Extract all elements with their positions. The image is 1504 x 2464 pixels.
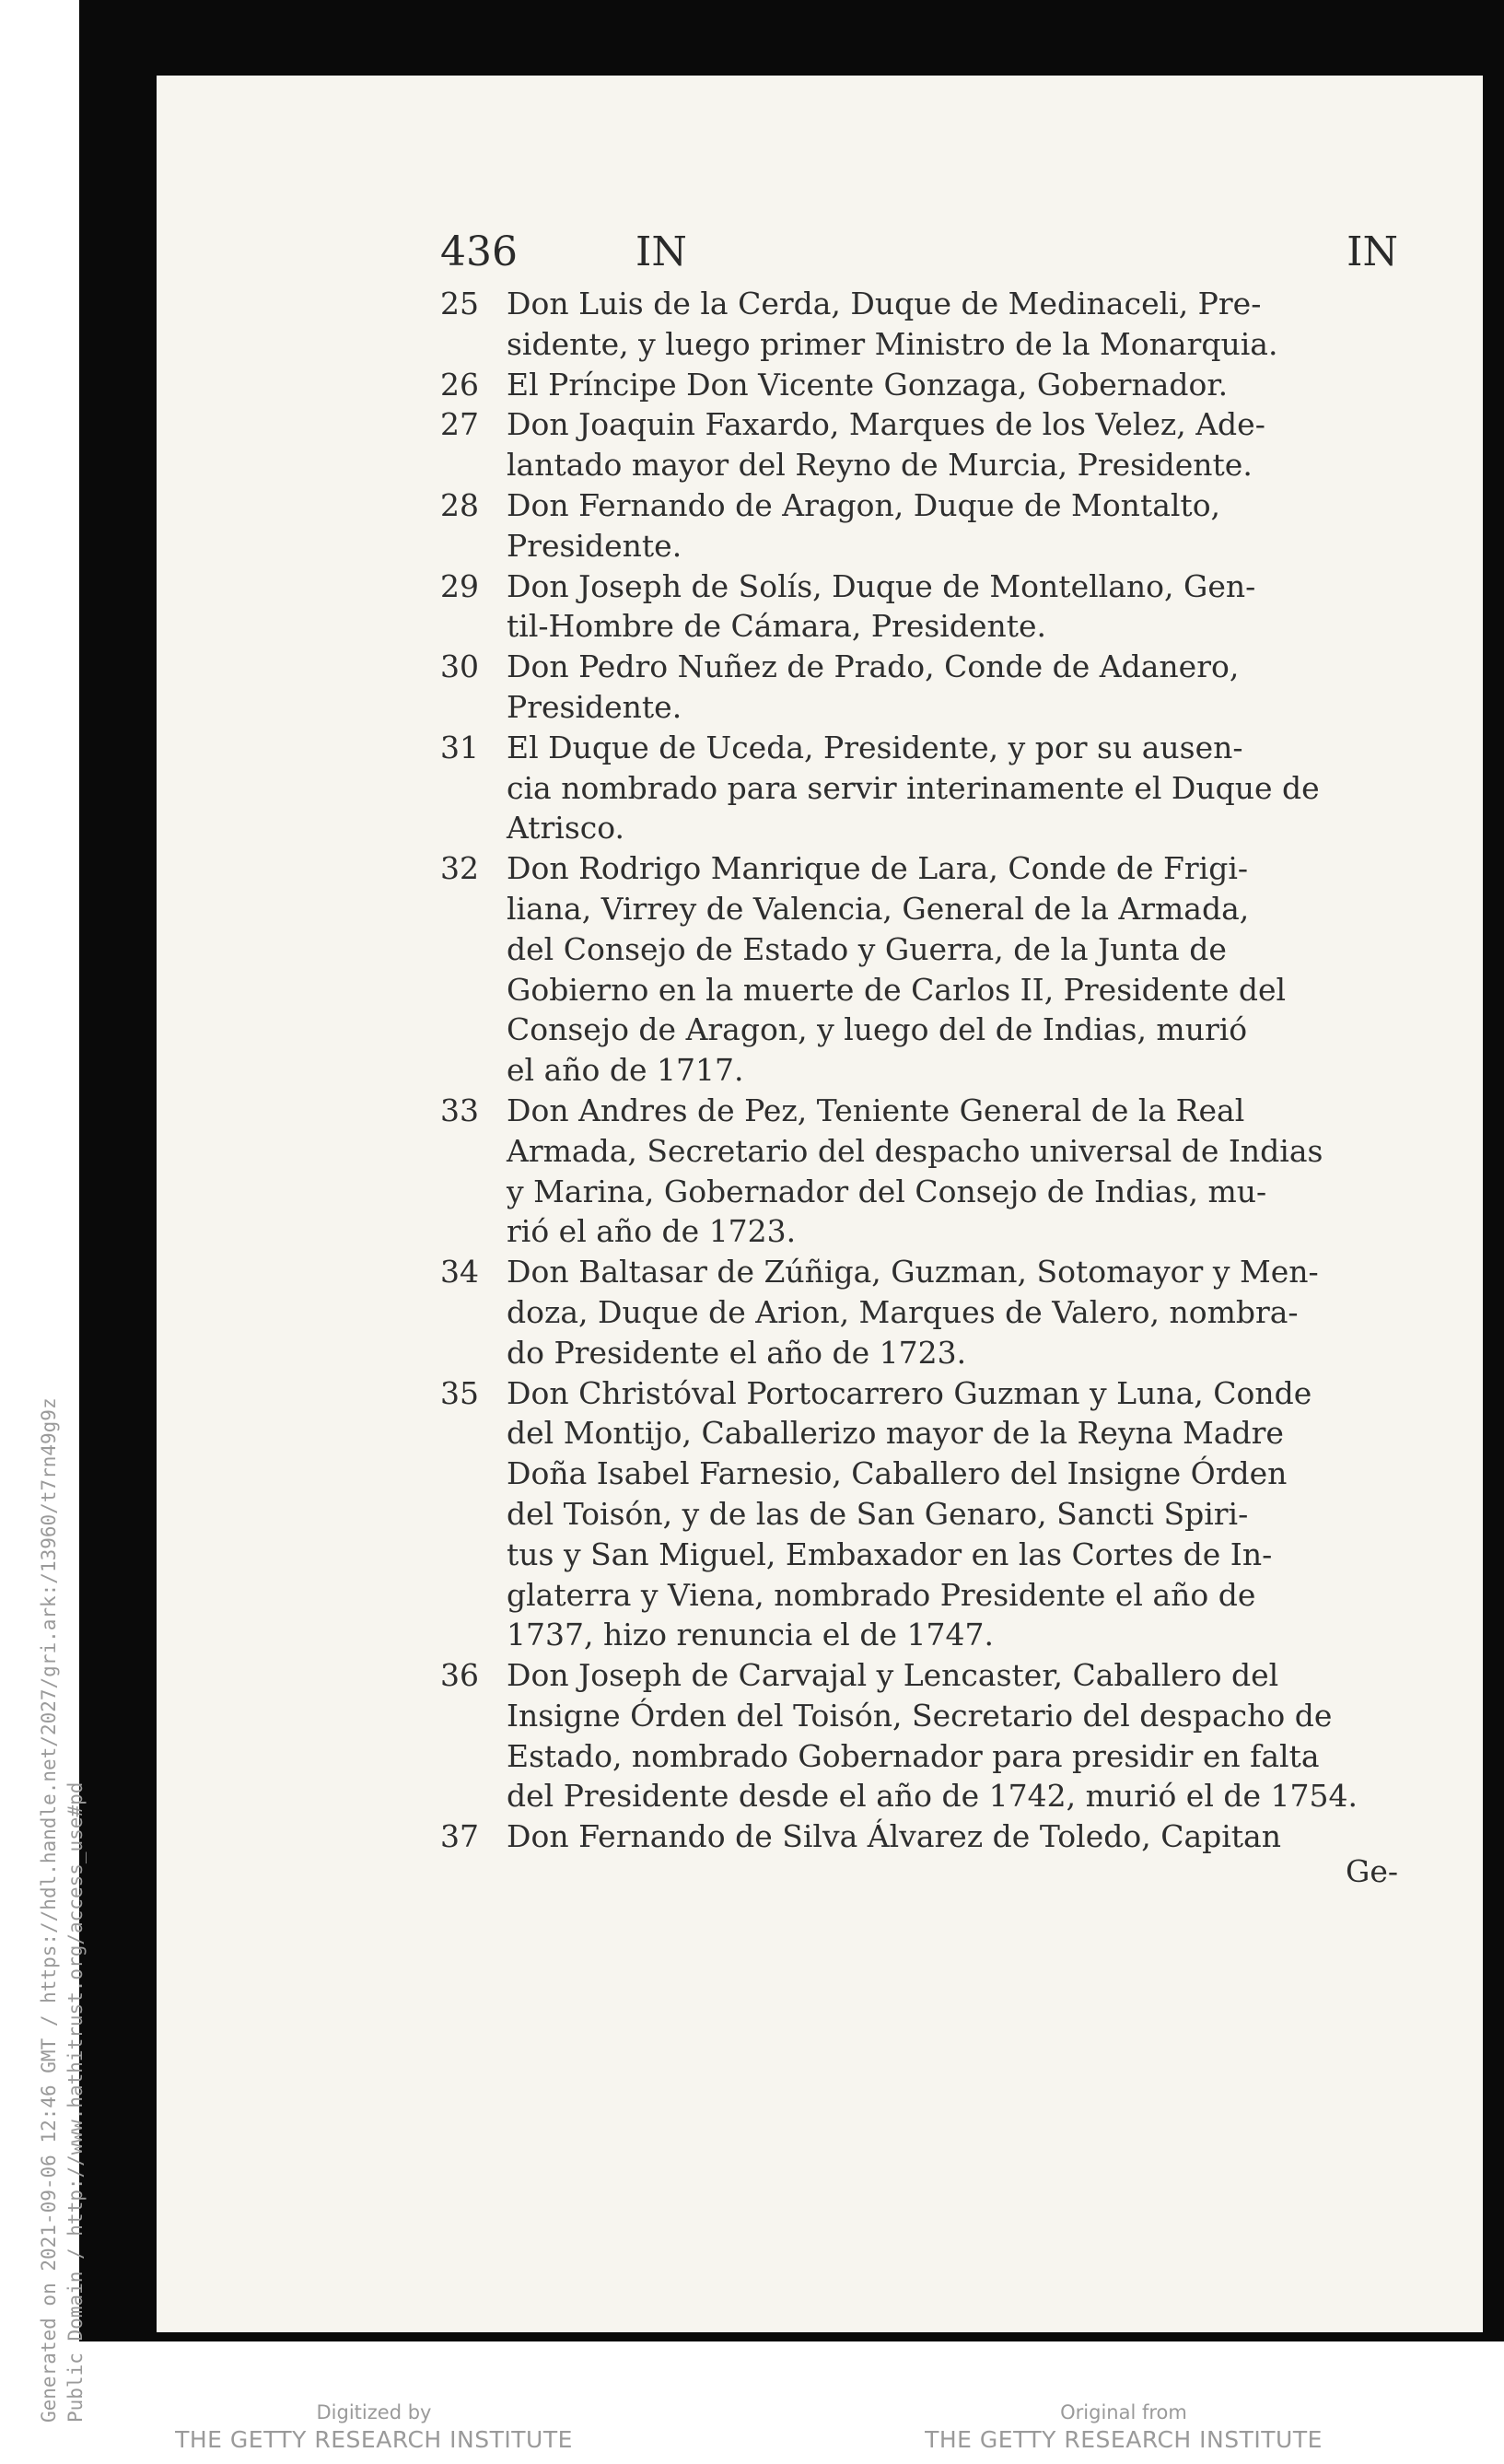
entry-item bbox=[440, 1816, 1398, 1857]
entry-text: Don Rodrigo Manrique de Lara, Conde de Frigi- liana, Virrey de Valencia, General de la Armada, del Consejo de Estado y Guerra, de la Junta de Gobierno en la muerte de Carlos II, Presidente del Consejo de Aragon, y luego del de Indias, murió el año de 1717. bbox=[507, 850, 1287, 1089]
entry-item bbox=[440, 728, 1398, 848]
entry-text: Don Joseph de Solís, Duque de Montellano, Gen- til-Hombre de Cámara, Presidente. bbox=[507, 567, 1256, 645]
running-head-right: IN bbox=[1347, 228, 1398, 275]
entry-number: 37 bbox=[440, 1818, 479, 1855]
stamp-line-rights: Public Domain / http://www.hathitrust.org/access_use#pd bbox=[64, 1781, 87, 2423]
catchword: Ge- bbox=[1345, 1853, 1398, 1889]
entry-number: 31 bbox=[440, 729, 479, 765]
entry-item bbox=[440, 485, 1398, 566]
entry-text: Don Fernando de Silva Álvarez de Toledo, Capitan bbox=[507, 1818, 1281, 1855]
entry-item bbox=[440, 1373, 1398, 1656]
entry-text: Don Christóval Portocarrero Guzman y Luna, Conde del Montijo, Caballerizo mayor de la Reyna Madre Doña Isabel Farnesio, Caballero del Insigne Órden del Toisón, y de las de San Genaro, Sancti Spiri- tus y San Miguel, Embaxador en las Cortes de In- glaterra y Viena, nombrado Presidente el año de 1737, hizo renuncia el de 1747. bbox=[507, 1374, 1312, 1653]
entry-text: Don Joseph de Carvajal y Lencaster, Caballero del Insigne Órden del Toisón, Secretario del despacho de Estado, nombrado Gobernador para presidir en falta del Presidente desde el año de 1742, murió el de 1754. bbox=[507, 1657, 1358, 1815]
entry-number: 34 bbox=[440, 1254, 479, 1290]
footer-original-label: Original from bbox=[1060, 2401, 1187, 2423]
entry-item bbox=[440, 566, 1398, 648]
running-head-left: IN bbox=[635, 228, 687, 275]
stamp-line-generated: Generated on 2021-09-06 12:46 GMT / https://hdl.handle.net/2027/gri.ark:/13960/t7rn49g9z bbox=[38, 1397, 60, 2423]
entry-number: 33 bbox=[440, 1092, 479, 1128]
entry-number: 29 bbox=[440, 567, 479, 604]
entry-item bbox=[440, 284, 1398, 365]
footer-digitized-institution: THE GETTY RESEARCH INSTITUTE bbox=[175, 2426, 573, 2453]
entry-item bbox=[440, 365, 1398, 405]
entry-number: 32 bbox=[440, 850, 479, 887]
footer-original-institution: THE GETTY RESEARCH INSTITUTE bbox=[925, 2426, 1323, 2453]
entry-item bbox=[440, 1655, 1398, 1816]
entry-text: Don Pedro Nuñez de Prado, Conde de Adanero, Presidente. bbox=[507, 648, 1240, 725]
stamp-text bbox=[36, 1397, 89, 2423]
entry-item bbox=[440, 1252, 1398, 1372]
entry-item bbox=[440, 1091, 1398, 1252]
entry-text: Don Baltasar de Zúñiga, Guzman, Sotomayor y Men- doza, Duque de Arion, Marques de Valero, nombra- do Presidente el año de 1723. bbox=[507, 1254, 1319, 1371]
entry-item bbox=[440, 647, 1398, 728]
entry-text: Don Luis de la Cerda, Duque de Medinaceli, Pre- sidente, y luego primer Ministro de la Monarquia. bbox=[507, 286, 1278, 362]
entry-number: 35 bbox=[440, 1374, 479, 1411]
entry-number: 30 bbox=[440, 648, 479, 685]
hathitrust-stamp bbox=[0, 1234, 87, 2423]
entry-number: 36 bbox=[440, 1657, 479, 1694]
footer-digitized-label: Digitized by bbox=[316, 2401, 432, 2423]
page-header bbox=[440, 228, 1398, 284]
entry-number: 27 bbox=[440, 406, 479, 443]
entry-number: 26 bbox=[440, 366, 479, 403]
entry-text: Don Joaquin Faxardo, Marques de los Velez, Ade- lantado mayor del Reyno de Murcia, Presidente. bbox=[507, 406, 1265, 484]
entry-text: Don Andres de Pez, Teniente General de la Real Armada, Secretario del despacho universal de Indias y Marina, Gobernador del Consejo de Indias, mu- rió el año de 1723. bbox=[507, 1092, 1323, 1250]
entry-text: El Príncipe Don Vicente Gonzaga, Gobernador. bbox=[507, 366, 1229, 403]
entry-item bbox=[440, 848, 1398, 1091]
entry-number: 28 bbox=[440, 486, 479, 523]
page-number: 436 bbox=[440, 228, 518, 275]
footer-original-from bbox=[921, 2400, 1326, 2456]
entry-text: Don Fernando de Aragon, Duque de Montalto, Presidente. bbox=[507, 486, 1221, 564]
entry-item bbox=[440, 404, 1398, 485]
entry-list bbox=[440, 284, 1398, 1857]
entry-number: 25 bbox=[440, 286, 479, 321]
footer-digitized-by bbox=[171, 2400, 577, 2456]
entry-text: El Duque de Uceda, Presidente, y por su ausen- cia nombrado para servir interinamente el Duque de Atrisco. bbox=[507, 729, 1320, 847]
